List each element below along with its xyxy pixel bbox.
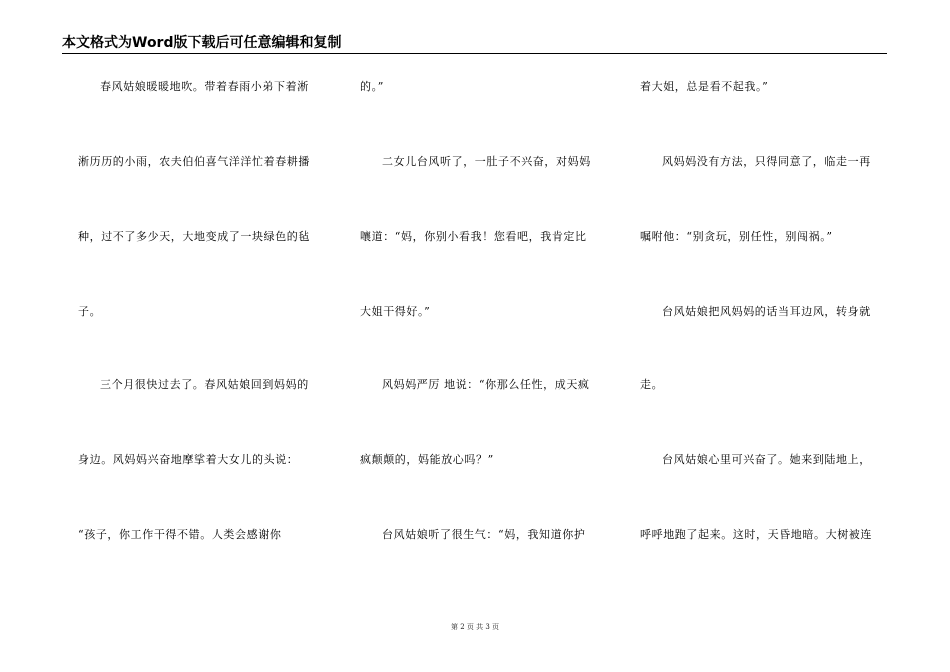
- text-line: 身边。风妈妈兴奋地摩挲着大女儿的头说：: [78, 453, 299, 466]
- text-line: 疯颠颠的，妈能放心吗？”: [360, 453, 494, 466]
- text-line: 的。”: [360, 80, 384, 93]
- text-line: 台风姑娘听了很生气：“妈，我知道你护: [382, 528, 586, 541]
- text-line: 风妈妈严厉 地说：“你那么任性，成天疯: [382, 378, 590, 391]
- document-header-title: 本文格式为Word版下载后可任意编辑和复制: [62, 35, 342, 51]
- text-line: 春风姑娘暖暖地吹。带着春雨小弟下着淅: [100, 80, 309, 93]
- text-line: 种，过不了多少天，大地变成了一块绿色的毡: [78, 230, 310, 243]
- text-line: 淅历历的小雨，农夫伯伯喜气洋洋忙着春耕播: [78, 155, 310, 168]
- text-line: 嘱咐他：“别贪玩，别任性，别闯祸。”: [640, 230, 833, 243]
- text-line: 呼呼地跑了起来。这时，天昏地暗。大树被连: [640, 528, 872, 541]
- text-line: 走。: [640, 378, 664, 391]
- text-line: 子。: [78, 305, 102, 318]
- header-rule: [62, 53, 887, 54]
- text-column-2: [360, 72, 602, 592]
- text-line: 大姐干得好。”: [360, 305, 431, 318]
- text-line: 二女儿台风听了，一肚子不兴奋，对妈妈: [382, 155, 591, 168]
- text-line: 台风姑娘心里可兴奋了。她来到陆地上，: [662, 453, 871, 466]
- text-line: 台风姑娘把风妈妈的话当耳边风，转身就: [662, 305, 871, 318]
- text-line: 三个月很快过去了。春风姑娘回到妈妈的: [100, 378, 309, 391]
- text-line: 风妈妈没有方法，只得同意了，临走一再: [662, 155, 871, 168]
- text-column-3: [640, 72, 882, 592]
- text-line: 嚷道：“妈，你别小看我！您看吧，我肯定比: [360, 230, 587, 243]
- text-column-1: [78, 72, 320, 592]
- page-number-footer: 第 2 页 共 3 页: [450, 623, 500, 631]
- text-line: 着大姐，总是看不起我。”: [640, 80, 769, 93]
- text-line: “孩子，你工作干得不错。人类会感谢你: [78, 528, 282, 541]
